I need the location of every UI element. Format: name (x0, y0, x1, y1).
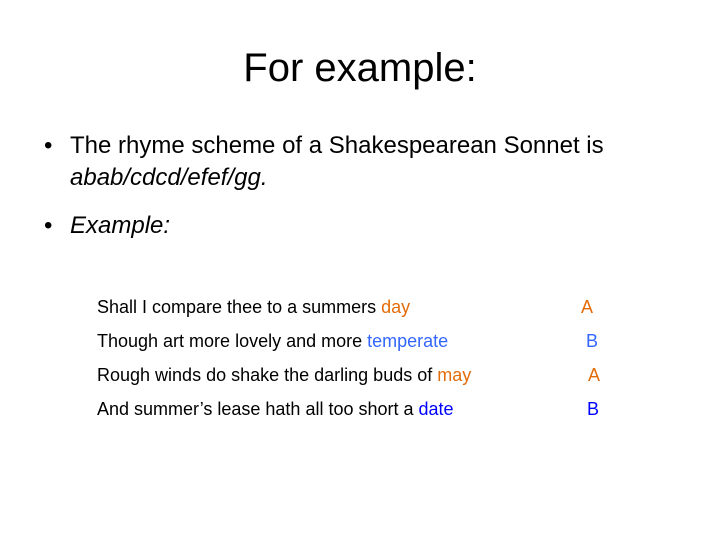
rhyme-letter: A (581, 297, 594, 317)
bullet-text: The rhyme scheme of a Shakespearean Sonnet is (70, 132, 604, 159)
rhyme-letter: B (587, 399, 600, 419)
bullet-dot-icon: • (44, 212, 53, 239)
poem-line-text: Rough winds do shake the darling buds of (97, 365, 438, 385)
rhyme-word: day (381, 297, 411, 317)
bullet-emphasis: abab/cdcd/efef/gg. (70, 164, 268, 191)
rhyme-letter: A (588, 365, 601, 385)
rhyme-letter: B (586, 331, 599, 351)
poem-line (97, 396, 657, 430)
bullet-emphasis: Example: (70, 212, 171, 239)
poem-line (97, 328, 657, 362)
bullet-list (44, 130, 694, 242)
bullet-item-rhyme-scheme (44, 130, 694, 194)
rhyme-word: date (418, 399, 454, 419)
poem-lines (97, 294, 657, 430)
poem-line-text: And summer’s lease hath all too short a (97, 399, 419, 419)
bullet-dot-icon: • (44, 132, 53, 159)
rhyme-word: may (437, 365, 472, 385)
bullet-item-example (44, 210, 694, 242)
slide-title: For example: (243, 46, 477, 90)
rhyme-word: temperate (367, 331, 449, 351)
poem-line (97, 362, 657, 396)
poem-line (97, 294, 657, 328)
poem-line-text: Shall I compare thee to a summers (97, 297, 382, 317)
poem-line-text: Though art more lovely and more (97, 331, 368, 351)
